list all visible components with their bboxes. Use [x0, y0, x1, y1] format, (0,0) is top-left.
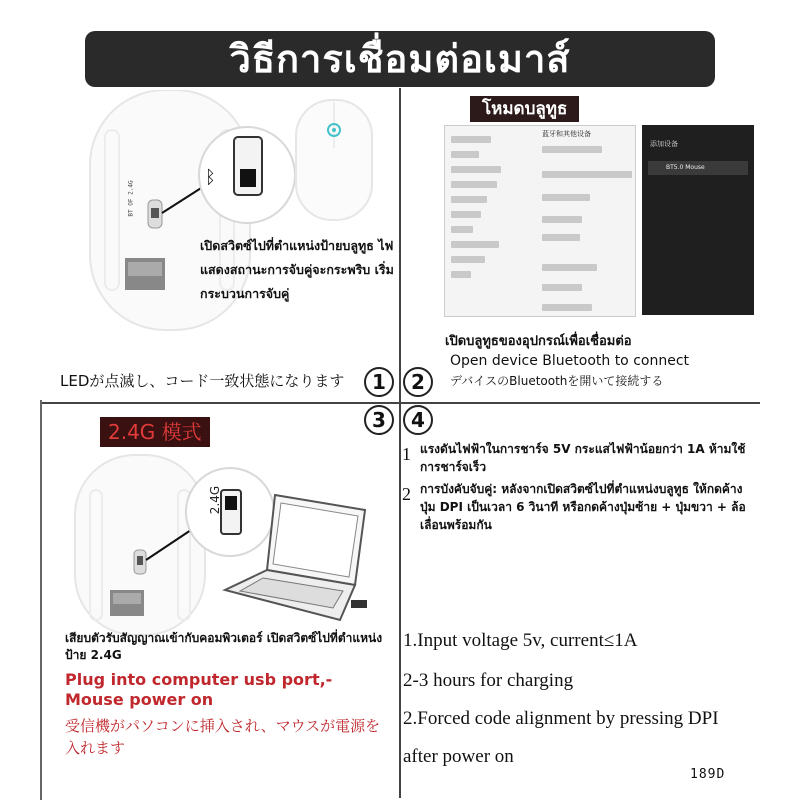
section2-thai-text: เปิดบลูทูธของอุปกรณ์เพื่อเชื่อมต่อ	[445, 334, 632, 349]
settings-screenshot	[444, 125, 636, 317]
switch-label: BT OF 2.4G	[127, 180, 135, 217]
english-item-1: 1.Input voltage 5v, current≤1A	[403, 630, 638, 651]
page-title: วิธีการเชื่อมต่อเมาส์	[229, 37, 571, 81]
section1-japanese-text: LEDが点滅し、コード一致状態になります	[60, 372, 345, 390]
popup-title: 添加设备	[650, 140, 678, 148]
bluetooth-mode-tag: โหมดบลูทูธ	[470, 96, 579, 122]
left-frame-line	[40, 400, 42, 800]
laptop-illustration	[215, 490, 375, 630]
english-item-2: 2-3 hours for charging	[403, 670, 574, 691]
step-number-2: 2	[403, 367, 433, 397]
section1-thai-text: เปิดสวิตซ์ไปที่ตำแหน่งป้ายบลูทูธ ไฟแสดงสถานะการจับคู่จะกระพริบ เริ่มกระบวนการจับคู่	[200, 238, 394, 301]
thai-item-2-text: การบังคับจับคู่: หลังจากเปิดสวิตซ์ไปที่ตำแหน่งบลูทูธ ให้กดค้างปุ่ม DPI เป็นเวลา 6 วินาที หรือกดค้างปุ่มซ้าย + ปุ่มขวา + ล้อเลื่อนพร้อมกัน	[420, 482, 746, 532]
section3-english-text: Plug into computer usb port,- Mouse power on	[65, 670, 333, 709]
section2-japanese-text: デバイスのBluetoothを開いて接続する	[450, 374, 664, 388]
step-number-3: 3	[364, 405, 394, 435]
step-number-1: 1	[364, 367, 394, 397]
2-4g-switch-label: 2.4G	[208, 485, 223, 515]
settings-title: 蓝牙和其他设备	[542, 130, 591, 138]
switch-zoom-illustration	[197, 125, 297, 225]
popup-device-item[interactable]: BT5.0 Mouse	[648, 161, 748, 175]
section2-english-text: Open device Bluetooth to connect	[450, 353, 690, 369]
horizontal-divider	[40, 402, 760, 404]
section3-japanese-text: 受信機がパソコンに挿入され、マウスが電源を入れます	[65, 717, 381, 757]
model-number: 189D	[690, 767, 726, 782]
mouse-top-illustration	[294, 98, 374, 223]
svg-text:ᛒ: ᛒ	[205, 167, 216, 188]
add-device-popup	[642, 125, 754, 315]
2-4g-mode-tag: 2.4G 模式	[100, 417, 210, 447]
thai-item-1-num: 1	[402, 444, 411, 464]
thai-item-2-num: 2	[402, 484, 411, 504]
english-item-4: after power on	[403, 746, 514, 767]
thai-item-1-text: แรงดันไฟฟ้าในการชาร์จ 5V กระแสไฟฟ้าน้อยกว่า 1A ห้ามใช้การชาร์จเร็ว	[420, 442, 746, 474]
step-number-4: 4	[403, 405, 433, 435]
section3-thai-text: เสียบตัวรับสัญญาณเข้ากับคอมพิวเตอร์ เปิดสวิตซ์ไปที่ตำแหน่งป้าย 2.4G	[65, 631, 383, 662]
english-item-3: 2.Forced code alignment by pressing DPI	[403, 708, 719, 729]
